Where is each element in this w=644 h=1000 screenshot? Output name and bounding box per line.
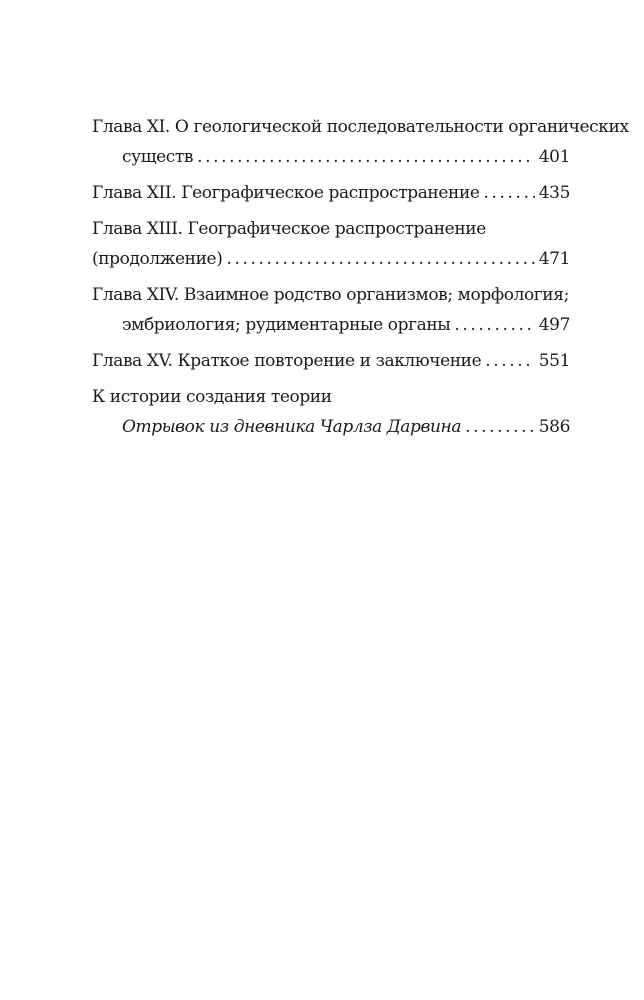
toc-entry-line xyxy=(92,310,570,340)
dot-leader xyxy=(226,244,534,274)
toc-entry-text: эмбриология; рудиментарные органы xyxy=(122,315,451,335)
toc-entry-heading: Глава XIII. Географическое распространение xyxy=(92,219,486,239)
toc-entry-text: Глава XV. Краткое повторение и заключение xyxy=(92,351,482,371)
toc-entry-text: (продолжение) xyxy=(92,249,223,269)
toc-entry-text: Глава XII. Географическое распространение xyxy=(92,183,480,203)
toc-entry-heading: Глава XI. О геологической последовательности органических xyxy=(92,117,629,137)
toc-entry-chapter-12[interactable] xyxy=(92,178,570,208)
toc-entry-text: существ xyxy=(122,147,194,167)
dot-leader xyxy=(484,178,535,208)
toc-entry-chapter-14[interactable] xyxy=(92,280,570,340)
toc-entry-heading: Глава XIV. Взаимное родство организмов; морфология; xyxy=(92,285,569,305)
toc-entry-theory-history[interactable] xyxy=(92,382,570,442)
toc-entry-line xyxy=(92,178,570,208)
toc-entry-line xyxy=(92,244,570,274)
toc-entry-line xyxy=(92,346,570,376)
page-number: 435 xyxy=(538,183,570,203)
toc-entry-chapter-13[interactable] xyxy=(92,214,570,274)
dot-leader xyxy=(197,142,535,172)
page-number: 471 xyxy=(538,249,570,269)
toc-entry-line xyxy=(92,412,570,442)
dot-leader xyxy=(454,310,534,340)
page-number: 586 xyxy=(538,417,570,437)
dot-leader xyxy=(465,412,535,442)
page-number: 401 xyxy=(538,147,570,167)
table-of-contents xyxy=(92,112,629,448)
toc-entry-heading: К истории создания теории xyxy=(92,387,332,407)
page-number: 497 xyxy=(538,315,570,335)
toc-entry-text: Отрывок из дневника Чарлза Дарвина xyxy=(122,417,462,437)
toc-entry-chapter-11[interactable] xyxy=(92,112,629,172)
toc-entry-line xyxy=(92,142,570,172)
page-number: 551 xyxy=(538,351,570,371)
toc-entry-chapter-15[interactable] xyxy=(92,346,570,376)
dot-leader xyxy=(485,346,534,376)
